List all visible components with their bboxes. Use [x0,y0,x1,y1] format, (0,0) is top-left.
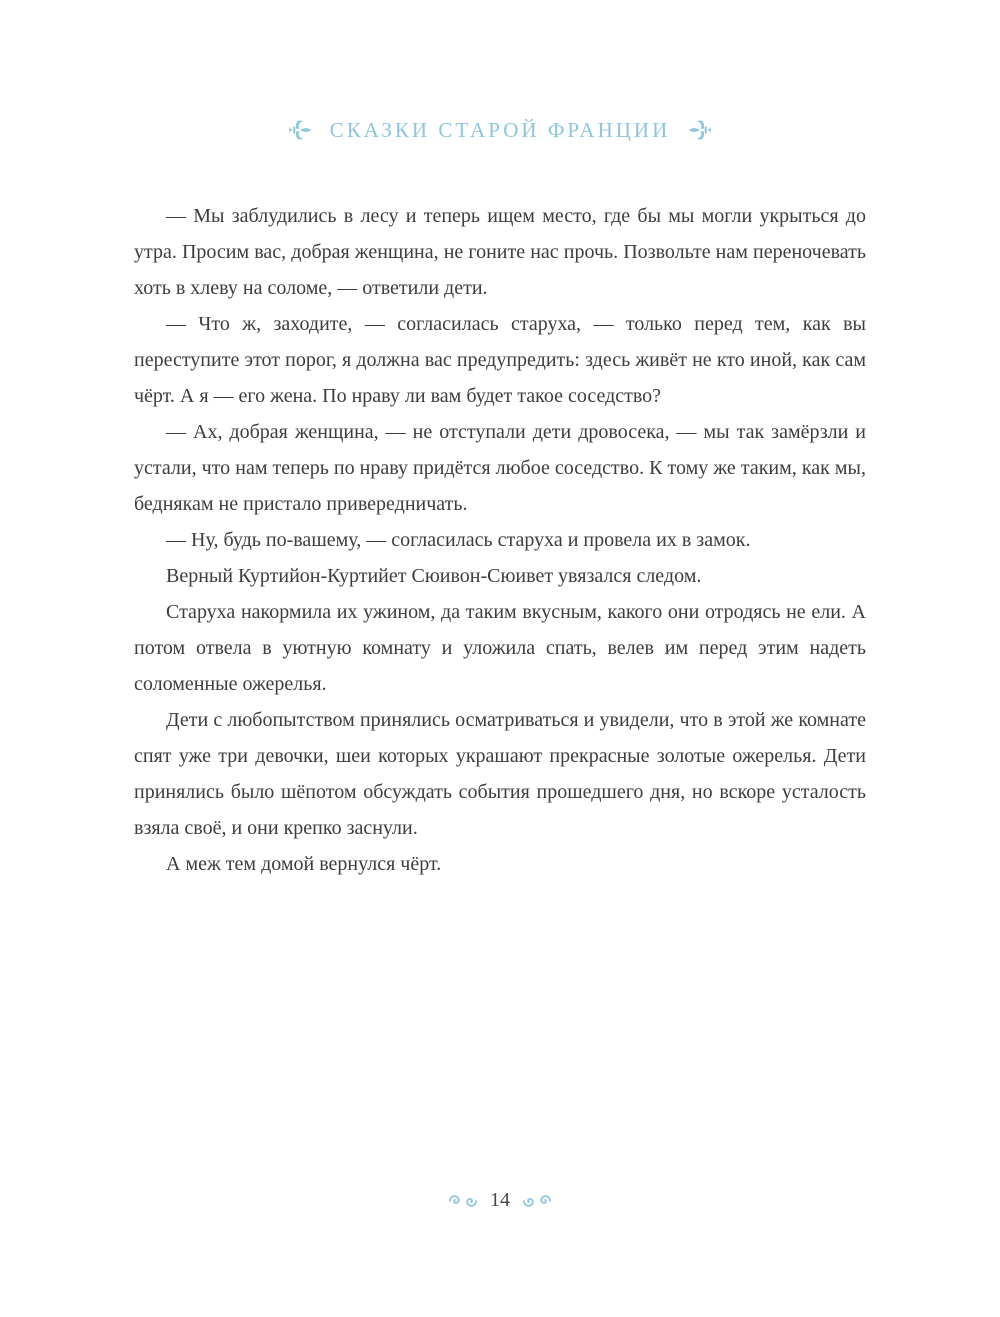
swirl-icon [522,1193,552,1209]
book-title: СКАЗКИ СТАРОЙ ФРАНЦИИ [329,117,671,142]
story-paragraph: Старуха накормила их ужином, да таким вкусным, какого они отродясь не ели. А потом отвела в уютную комнату и уложила спать, велев им перед этим надеть соломенные ожерелья. [134,601,866,695]
story-paragraph: А меж тем домой вернулся чёрт. [166,853,442,875]
story-paragraph: Верный Куртийон-Куртийет Сюивон-Сюивет увязался следом. [166,565,702,587]
story-paragraph: — Ну, будь по-вашему, — согласилась старуха и провела их в замок. [166,529,751,551]
swirl-icon [448,1193,478,1209]
page-header [134,0,866,150]
page-footer [0,1189,1000,1212]
fleur-de-lis-icon [688,118,712,142]
story-paragraph: — Мы заблудились в лесу и теперь ищем место, где бы мы могли укрыться до утра. Просим вас, добрая женщина, не гоните нас прочь. Позвольте нам переночевать хоть в хлеву на соломе, — ответили дети. [134,205,866,299]
page-number: 14 [490,1189,510,1211]
story-paragraph: — Что ж, заходите, — согласилась старуха, — только перед тем, как вы переступите этот порог, я должна вас предупредить: здесь живёт не кто иной, как сам чёрт. А я — его жена. По нраву ли вам будет такое соседство? [134,313,866,407]
fleur-de-lis-icon [288,118,312,142]
page-content [134,0,866,882]
story-paragraph: Дети с любопытством принялись осматриваться и увидели, что в этой же комнате спят уже три девочки, шеи которых украшают прекрасные золотые ожерелья. Дети принялись было шёпотом обсуждать события прошедшего дня, но вскоре усталость взяла своё, и они крепко заснули. [134,709,866,839]
story-paragraph: — Ах, добрая женщина, — не отступали дети дровосека, — мы так замёрзли и устали, что нам теперь по нраву придётся любое соседство. К тому же таким, как мы, беднякам не пристало привередничать. [134,421,866,515]
story-text [134,198,866,882]
